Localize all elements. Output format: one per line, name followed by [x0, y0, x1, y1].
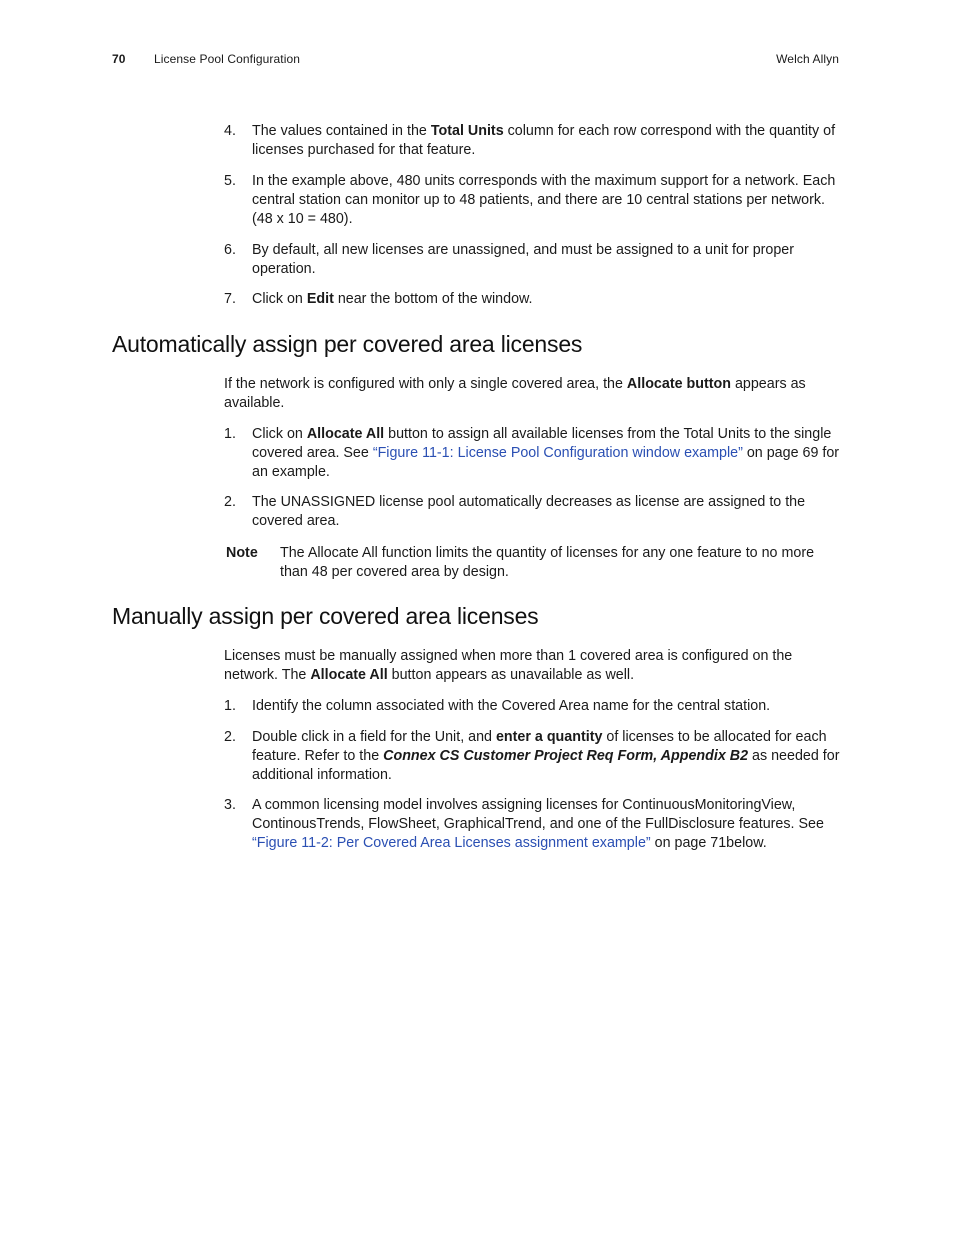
list-item-text: Double click in a field for the Unit, and enter a quantity of licenses to be allocated for each feature. Refer to the Connex CS Customer Project Req Form, Appendix B2 as needed for additional information.	[252, 729, 840, 783]
list-item-number: 1.	[224, 426, 236, 442]
ui-term-allocate-button: Allocate button	[626, 376, 731, 392]
list-item-number: 3.	[224, 797, 236, 813]
section-heading-auto: Automatically assign per covered area licenses	[112, 331, 583, 357]
list-item-number: 6.	[224, 242, 236, 258]
section-intro: If the network is configured with only a single covered area, the Allocate button appears as available.	[224, 376, 806, 411]
page-number: 70	[112, 52, 126, 66]
list-item-text: Click on Edit near the bottom of the window.	[252, 291, 533, 307]
list-item-text: Click on Allocate All button to assign all available licenses from the Total Units to the single covered area. See “Figure 11-1: License Pool Configuration window example” on page 69 for an example.	[252, 426, 840, 480]
list-item-text: The UNASSIGNED license pool automatically decreases as license are assigned to the covered area.	[252, 494, 806, 529]
list-item-number: 5.	[224, 173, 236, 189]
section-intro: Licenses must be manually assigned when more than 1 covered area is configured on the network. The Allocate All button appears as unavailable as well.	[224, 648, 793, 683]
ui-term-total-units: Total Units	[430, 123, 504, 139]
list-item-number: 2.	[224, 729, 236, 745]
note-text: The Allocate All function limits the quantity of licenses for any one feature to no more than 48 per covered area by design.	[280, 545, 815, 580]
list-item-number: 2.	[224, 494, 236, 510]
note-label: Note	[226, 545, 258, 561]
ui-term-edit: Edit	[306, 291, 334, 307]
running-header-section: License Pool Configuration	[154, 52, 301, 66]
ui-term-allocate-all: Allocate All	[306, 426, 385, 442]
list-item-number: 1.	[224, 698, 236, 714]
ui-term-allocate-all: Allocate All	[310, 667, 388, 683]
figure-link-11-1[interactable]: “Figure 11-1: License Pool Configuration window example”	[372, 445, 743, 461]
list-item-text: By default, all new licenses are unassigned, and must be assigned to a unit for proper operation.	[252, 242, 795, 277]
section-heading-manual: Manually assign per covered area licenses	[112, 603, 539, 629]
list-item-text: A common licensing model involves assigning licenses for ContinuousMonitoringView, ContinousTrends, FlowSheet, GraphicalTrend, and one of the FullDisclosure features. See “Figure 11-2: Per Covered Area Licenses assignment example” on page 71below.	[252, 797, 824, 851]
list-item-text: Identify the column associated with the Covered Area name for the central station.	[252, 698, 771, 714]
running-header-brand: Welch Allyn	[776, 52, 839, 66]
list-item-text: In the example above, 480 units corresponds with the maximum support for a network. Each central station can monitor up to 48 patients, and there are 10 central stations per network. (48 x 10 = 480).	[252, 173, 836, 227]
doc-reference: Connex CS Customer Project Req Form, Appendix B2	[383, 748, 749, 764]
list-item-number: 7.	[224, 291, 236, 307]
list-item-number: 4.	[224, 123, 236, 139]
list-item-text: The values contained in the Total Units column for each row correspond with the quantity of licenses purchased for that feature.	[252, 123, 836, 158]
figure-link-11-2[interactable]: “Figure 11-2: Per Covered Area Licenses assignment example”	[252, 835, 651, 851]
ui-term-enter-quantity: enter a quantity	[495, 729, 603, 745]
